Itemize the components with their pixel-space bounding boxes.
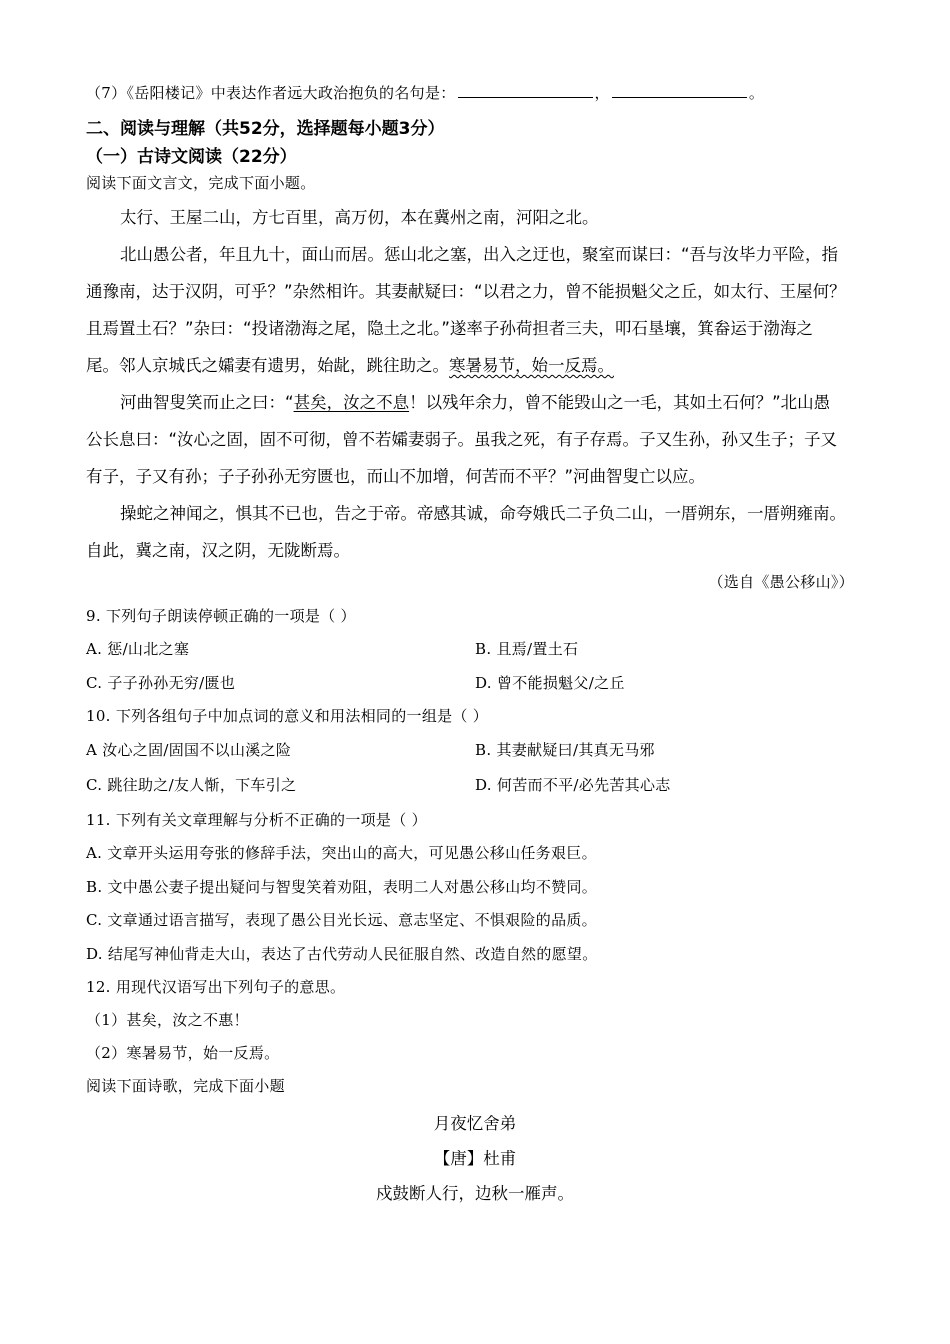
underlined-sentence: 甚矣，汝之不息 (293, 393, 410, 412)
question-9-option-a[interactable]: A. 惩/山北之塞 (86, 640, 190, 658)
answer-blank-2[interactable] (612, 96, 747, 98)
passage-paragraph-1: 太行、王屋二山，方七百里，高万仞，本在冀州之南，河阳之北。 (120, 208, 599, 227)
question-11-option-c[interactable]: C. 文章通过语言描写，表现了愚公目光长远、意志坚定、不惧艰险的品质。 (86, 911, 597, 929)
passage-paragraph-3-line-2: 公长息曰：“汝心之固，固不可彻，曾不若孀妻弱子。虽我之死，有子存焉。子又生孙，孙又生子；子又 (86, 430, 838, 449)
question-7: （7）《岳阳楼记》中表达作者远大政治抱负的名句是： ， 。 (86, 84, 765, 102)
section-2-title: 二、阅读与理解（共52分，选择题每小题3分） (86, 119, 445, 139)
question-12-sentence-2: （2）寒暑易节，始一反焉。 (86, 1044, 280, 1062)
question-9-option-b[interactable]: B. 且焉/置土石 (475, 640, 579, 658)
question-9-stem: 9. 下列句子朗读停顿正确的一项是（ ） (86, 607, 356, 625)
question-12-stem: 12. 用现代汉语写出下列句子的意思。 (86, 978, 346, 996)
passage-paragraph-4-line-1: 操蛇之神闻之，惧其不已也，告之于帝。帝感其诚，命夸娥氏二子负二山，一厝朔东，一厝朔雍南。 (120, 504, 846, 523)
passage-paragraph-3-line-1: 河曲智叟笑而止之曰：“甚矣，汝之不息！以残年余力，曾不能毁山之一毛，其如土石何？”北山愚 (120, 393, 831, 412)
poem-line-1: 戍鼓断人行，边秋一雁声。 (376, 1184, 574, 1203)
passage-source: （选自《愚公移山》） (708, 573, 854, 591)
passage-paragraph-2-line-3: 且焉置土石？”杂曰：“投诸渤海之尾，隐土之北。”遂率子孙荷担者三夫，叩石垦壤，箕畚运于渤海之 (86, 319, 813, 338)
question-10-option-c[interactable]: C. 跳往助之/友人惭，下车引之 (86, 776, 297, 794)
question-9-option-c[interactable]: C. 子子孙孙无穷/匮也 (86, 674, 236, 692)
passage-paragraph-2-line-4: 尾。邻人京城氏之孀妻有遗男，始龀，跳往助之。寒暑易节，始一反焉。 (86, 356, 614, 375)
subsection-1-title: （一）古诗文阅读（22分） (86, 147, 297, 167)
question-10-option-d[interactable]: D. 何苦而不平/必先苦其心志 (475, 776, 671, 794)
poem-author: 【唐】杜甫 (433, 1149, 517, 1168)
question-12-sentence-1: （1）甚矣，汝之不惠！ (86, 1011, 249, 1029)
question-11-option-d[interactable]: D. 结尾写神仙背走大山，表达了古代劳动人民征服自然、改造自然的愿望。 (86, 945, 598, 963)
wavy-underlined-sentence: 寒暑易节，始一反焉。 (449, 356, 614, 375)
passage-paragraph-2-line-1: 北山愚公者，年且九十，面山而居。惩山北之塞，出入之迂也，聚室而谋曰：“吾与汝毕力平险，指 (120, 245, 839, 264)
passage-paragraph-4-line-2: 自此，冀之南，汉之阴，无陇断焉。 (86, 541, 350, 560)
reading-instruction-2: 阅读下面诗歌，完成下面小题 (86, 1077, 285, 1095)
answer-blank-1[interactable] (458, 96, 593, 98)
passage-paragraph-3-line-3: 有子，子又有孙；子子孙孙无穷匮也，而山不加增，何苦而不平？”河曲智叟亡以应。 (86, 467, 706, 486)
question-11-option-a[interactable]: A. 文章开头运用夸张的修辞手法，突出山的高大，可见愚公移山任务艰巨。 (86, 844, 597, 862)
question-11-stem: 11. 下列有关文章理解与分析不正确的一项是（ ） (86, 811, 427, 829)
question-11-option-b[interactable]: B. 文中愚公妻子提出疑问与智叟笑着劝阻，表明二人对愚公移山均不赞同。 (86, 878, 598, 896)
question-10-option-a[interactable]: A 汝心之固/固国不以山溪之险 (86, 741, 292, 759)
poem-title: 月夜忆舍弟 (433, 1114, 517, 1133)
question-10-stem: 10. 下列各组句子中加点词的意义和用法相同的一组是（ ） (86, 707, 489, 725)
question-10-option-b[interactable]: B. 其妻献疑曰/其真无马邪 (475, 741, 655, 759)
question-9-option-d[interactable]: D. 曾不能损魁父/之丘 (475, 674, 625, 692)
passage-paragraph-2-line-2: 通豫南，达于汉阴，可乎？”杂然相许。其妻献疑曰：“以君之力，曾不能损魁父之丘，如太行、王屋何？ (86, 282, 846, 301)
reading-instruction-1: 阅读下面文言文，完成下面小题。 (86, 174, 316, 192)
